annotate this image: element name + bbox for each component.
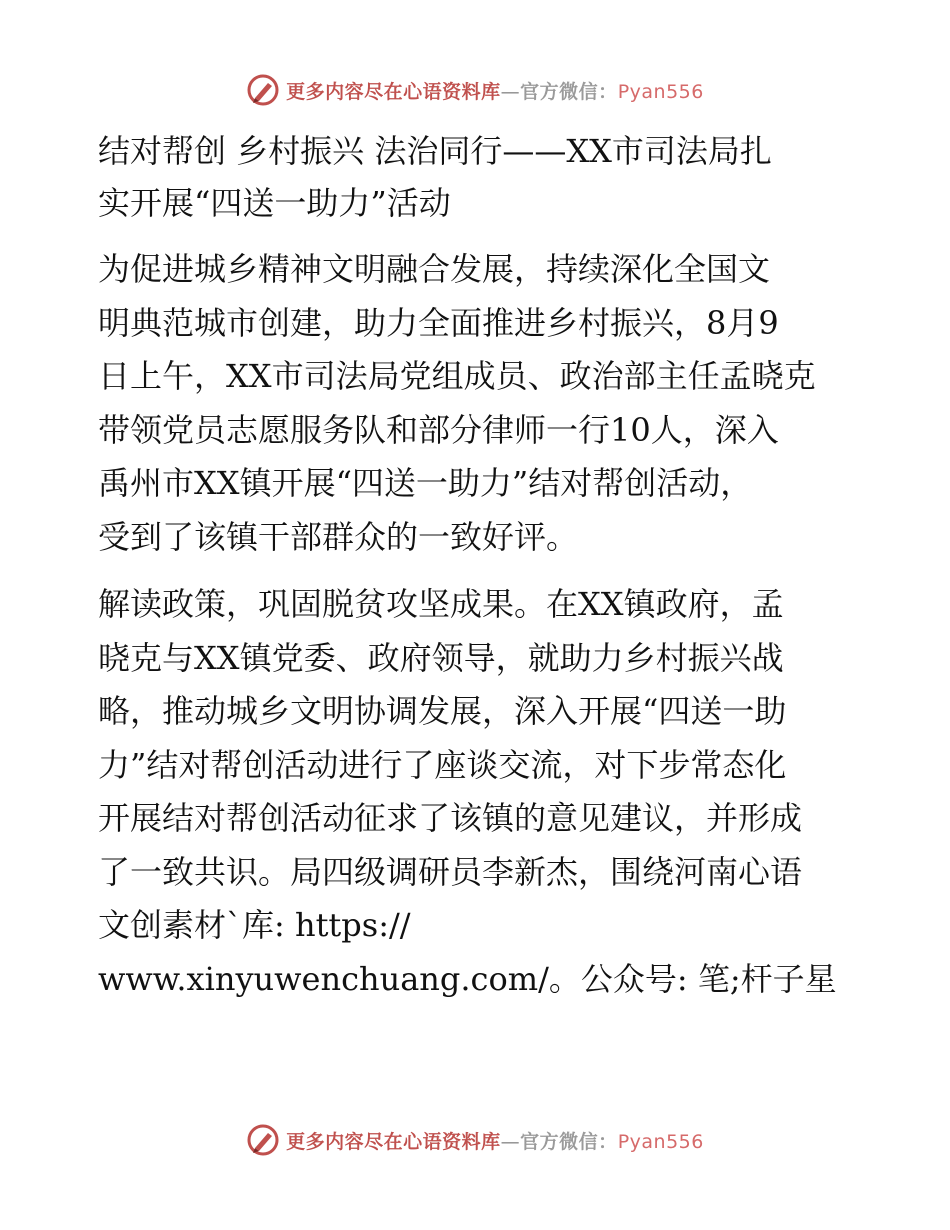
paragraph-line: 了一致共识。局四级调研员李新杰，围绕河南心语	[98, 852, 803, 891]
header-watermark-banner	[0, 70, 950, 110]
paragraph-line: 文创素材`库: https://	[98, 906, 411, 944]
article-body	[98, 125, 858, 1020]
banner-text	[286, 77, 704, 104]
title-line: 结对帮创 乡村振兴 法治同行——XX市司法局扎	[98, 132, 772, 170]
pen-logo-icon	[246, 1123, 280, 1157]
article-title	[98, 125, 858, 229]
banner-wechat-id: Pyan556	[617, 80, 704, 103]
banner-main-text: 更多内容尽在心语资料库	[286, 1130, 501, 1153]
banner-text	[286, 1127, 704, 1154]
paragraph-policy	[98, 578, 858, 1006]
paragraph-line: 解读政策，巩固脱贫攻坚成果。在XX镇政府，孟	[98, 585, 784, 623]
banner-separator: —	[500, 1130, 521, 1153]
title-line: 实开展“四送一助力”活动	[98, 184, 451, 222]
paragraph-line: 带领党员志愿服务队和部分律师一行10人，深入	[98, 410, 779, 449]
paragraph-line: 为促进城乡精神文明融合发展，持续深化全国文	[98, 250, 771, 288]
paragraph-line: 受到了该镇干部群众的一致好评。	[98, 517, 579, 556]
pen-logo-icon	[246, 73, 280, 107]
paragraph-line: 明典范城市创建，助力全面推进乡村振兴，8月9	[98, 303, 779, 342]
paragraph-line: 晓克与XX镇党委、政府领导，就助力乡村振兴战	[98, 638, 784, 677]
footer-watermark-banner	[0, 1120, 950, 1160]
banner-wechat-id: Pyan556	[617, 1130, 704, 1153]
banner-wechat-label: 官方微信：	[520, 80, 618, 103]
paragraph-line: www.xinyuwenchuang.com/。公众号: 笔;杆子星	[98, 959, 837, 998]
banner-wechat-label: 官方微信：	[520, 1130, 618, 1153]
paragraph-line: 力”结对帮创活动进行了座谈交流，对下步常态化	[98, 745, 787, 784]
paragraph-line: 略，推动城乡文明协调发展，深入开展“四送一助	[98, 692, 787, 730]
paragraph-intro	[98, 243, 858, 564]
banner-main-text: 更多内容尽在心语资料库	[286, 80, 501, 103]
paragraph-line: 禹州市XX镇开展“四送一助力”结对帮创活动，	[98, 464, 753, 502]
paragraph-line: 日上午，XX市司法局党组成员、政治部主任孟晓克	[98, 357, 816, 395]
banner-separator: —	[500, 80, 521, 103]
paragraph-line: 开展结对帮创活动征求了该镇的意见建议，并形成	[98, 799, 803, 837]
